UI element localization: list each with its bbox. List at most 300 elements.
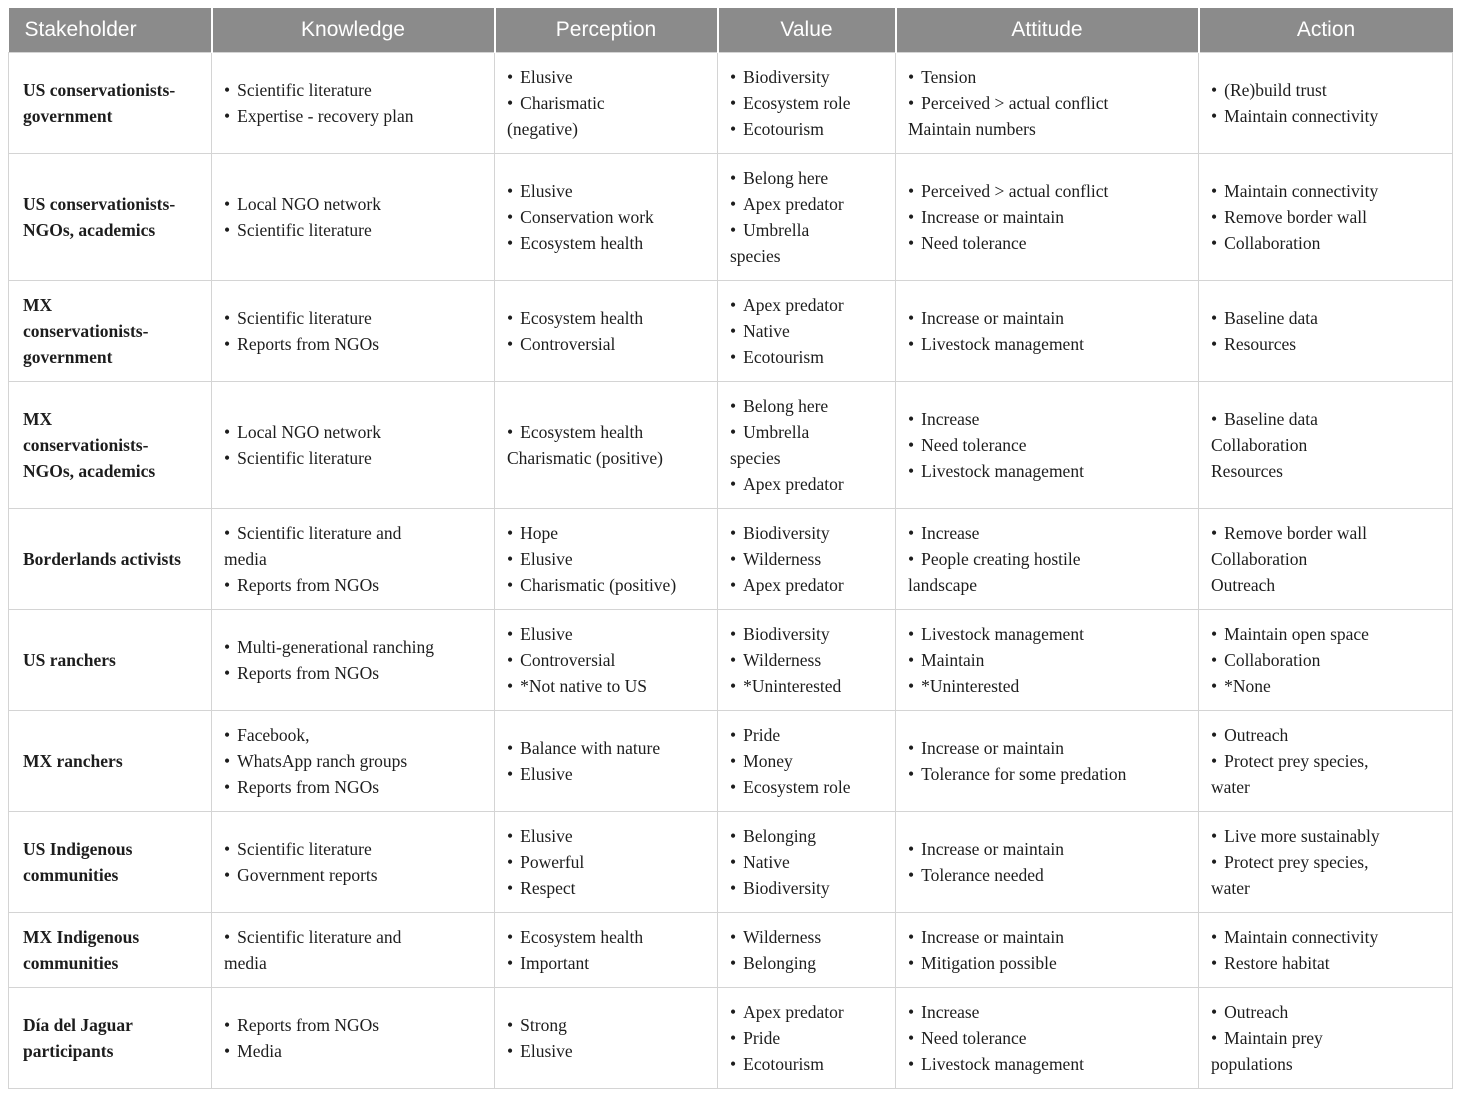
bullet-item xyxy=(224,924,482,950)
bullet-icon: • xyxy=(507,878,514,898)
knowledge-cell xyxy=(212,711,495,812)
bullet-icon: • xyxy=(730,474,737,494)
item-text: Increase xyxy=(921,409,980,429)
item-text: Belong here xyxy=(743,168,829,188)
bullet-icon: • xyxy=(730,523,737,543)
stakeholder-name xyxy=(9,610,212,711)
bullet-icon: • xyxy=(1211,826,1218,846)
item-text: Perceived > actual conflict xyxy=(921,93,1109,113)
bullet-icon: • xyxy=(507,852,514,872)
bullet-item xyxy=(224,748,482,774)
bullet-icon: • xyxy=(1211,751,1218,771)
bullet-icon: • xyxy=(908,461,915,481)
item-text: Scientific literature and xyxy=(237,523,402,543)
bullet-icon: • xyxy=(224,334,231,354)
bullet-item xyxy=(507,761,705,787)
bullet-item xyxy=(730,217,883,243)
perception-cell xyxy=(495,281,718,382)
item-text: Increase or maintain xyxy=(921,308,1064,328)
bullet-item xyxy=(507,673,705,699)
item-text: Increase xyxy=(921,1002,980,1022)
continuation-item xyxy=(1211,572,1440,598)
bullet-item xyxy=(507,1012,705,1038)
bullet-icon: • xyxy=(730,67,737,87)
knowledge-cell xyxy=(212,610,495,711)
item-text: People creating hostile xyxy=(921,549,1081,569)
bullet-item xyxy=(730,520,883,546)
bullet-icon: • xyxy=(224,220,231,240)
item-text: Pride xyxy=(743,1028,781,1048)
bullet-icon: • xyxy=(908,1002,915,1022)
item-text: Money xyxy=(743,751,793,771)
item-text: Charismatic (positive) xyxy=(520,575,677,595)
bullet-icon: • xyxy=(224,523,231,543)
table-row xyxy=(9,988,1453,1089)
attitude-cell xyxy=(896,154,1199,281)
item-text: Apex predator xyxy=(743,194,844,214)
value-cell xyxy=(718,913,896,988)
continuation-item xyxy=(1211,774,1440,800)
item-text: Scientific literature xyxy=(237,308,372,328)
bullet-item xyxy=(730,344,883,370)
item-text: Maintain xyxy=(921,650,985,670)
bullet-item xyxy=(507,305,705,331)
perception-cell xyxy=(495,913,718,988)
bullet-item xyxy=(908,520,1186,546)
value-cell xyxy=(718,281,896,382)
item-text: Biodiversity xyxy=(743,878,830,898)
item-text: Reports from NGOs xyxy=(237,1015,380,1035)
bullet-icon: • xyxy=(730,878,737,898)
item-text: Remove border wall xyxy=(1224,523,1368,543)
perception-cell xyxy=(495,988,718,1089)
bullet-icon: • xyxy=(730,168,737,188)
bullet-item xyxy=(1211,950,1440,976)
item-text: species xyxy=(730,246,781,266)
item-text: Apex predator xyxy=(743,1002,844,1022)
bullet-item xyxy=(507,1038,705,1064)
bullet-icon: • xyxy=(730,396,737,416)
table-row xyxy=(9,53,1453,154)
value-cell xyxy=(718,988,896,1089)
knowledge-cell xyxy=(212,812,495,913)
action-cell xyxy=(1199,382,1453,509)
bullet-item xyxy=(730,823,883,849)
bullet-icon: • xyxy=(1211,106,1218,126)
bullet-icon: • xyxy=(908,334,915,354)
bullet-item xyxy=(908,1025,1186,1051)
bullet-icon: • xyxy=(224,637,231,657)
table-body xyxy=(9,53,1453,1089)
value-cell xyxy=(718,509,896,610)
item-text: Maintain numbers xyxy=(908,119,1036,139)
bullet-icon: • xyxy=(730,347,737,367)
item-text: Perceived > actual conflict xyxy=(921,181,1109,201)
bullet-item xyxy=(730,191,883,217)
item-text: Powerful xyxy=(520,852,585,872)
continuation-item xyxy=(1211,432,1440,458)
bullet-item xyxy=(1211,849,1440,875)
stakeholder-name xyxy=(9,812,212,913)
perception-cell xyxy=(495,53,718,154)
continuation-item xyxy=(1211,1051,1440,1077)
bullet-icon: • xyxy=(908,676,915,696)
item-text: Maintain open space xyxy=(1224,624,1369,644)
bullet-icon: • xyxy=(730,295,737,315)
bullet-icon: • xyxy=(908,953,915,973)
item-text: Multi-generational ranching xyxy=(237,637,434,657)
bullet-icon: • xyxy=(1211,523,1218,543)
bullet-icon: • xyxy=(1211,725,1218,745)
item-text: Respect xyxy=(520,878,576,898)
bullet-icon: • xyxy=(507,181,514,201)
item-text: Baseline data xyxy=(1224,308,1318,328)
item-text: Charismatic (positive) xyxy=(507,448,664,468)
bullet-item xyxy=(730,875,883,901)
item-text: Ecotourism xyxy=(743,119,824,139)
continuation-item xyxy=(224,950,482,976)
bullet-item xyxy=(1211,77,1440,103)
bullet-item xyxy=(730,748,883,774)
bullet-item xyxy=(730,393,883,419)
bullet-icon: • xyxy=(1211,852,1218,872)
bullet-item xyxy=(1211,924,1440,950)
item-text: Protect prey species, xyxy=(1224,852,1369,872)
item-text: Maintain prey xyxy=(1224,1028,1323,1048)
item-text: Livestock management xyxy=(921,461,1084,481)
column-header-action: Action xyxy=(1199,8,1453,53)
knowledge-cell xyxy=(212,509,495,610)
item-text: Increase xyxy=(921,523,980,543)
bullet-item xyxy=(908,647,1186,673)
table-row xyxy=(9,382,1453,509)
item-text: Ecosystem health xyxy=(520,233,644,253)
stakeholder-name-line: US conservationists- xyxy=(23,194,176,214)
stakeholder-name-line: conservationists- xyxy=(23,321,149,341)
stakeholder-name-line: government xyxy=(23,347,113,367)
item-text: Belonging xyxy=(743,826,817,846)
stakeholder-name-line: communities xyxy=(23,953,119,973)
bullet-icon: • xyxy=(908,523,915,543)
attitude-cell xyxy=(896,610,1199,711)
item-text: Resources xyxy=(1211,461,1283,481)
bullet-item xyxy=(908,204,1186,230)
bullet-item xyxy=(908,178,1186,204)
stakeholder-name-line: government xyxy=(23,106,113,126)
item-text: Reports from NGOs xyxy=(237,575,380,595)
item-text: Elusive xyxy=(520,826,573,846)
item-text: Government reports xyxy=(237,865,378,885)
bullet-icon: • xyxy=(1211,233,1218,253)
perception-cell xyxy=(495,382,718,509)
action-cell xyxy=(1199,53,1453,154)
item-text: Wilderness xyxy=(743,650,822,670)
bullet-icon: • xyxy=(507,523,514,543)
item-text: Remove border wall xyxy=(1224,207,1368,227)
bullet-icon: • xyxy=(730,953,737,973)
attitude-cell xyxy=(896,711,1199,812)
item-text: Scientific literature xyxy=(237,839,372,859)
bullet-icon: • xyxy=(224,839,231,859)
bullet-icon: • xyxy=(730,650,737,670)
item-text: Biodiversity xyxy=(743,67,830,87)
item-text: Ecosystem role xyxy=(743,777,851,797)
bullet-icon: • xyxy=(507,738,514,758)
bullet-item xyxy=(507,230,705,256)
bullet-icon: • xyxy=(1211,1028,1218,1048)
bullet-item xyxy=(730,849,883,875)
item-text: Outreach xyxy=(1224,725,1289,745)
item-text: Charismatic xyxy=(520,93,605,113)
bullet-item xyxy=(908,458,1186,484)
bullet-icon: • xyxy=(507,233,514,253)
bullet-item xyxy=(730,116,883,142)
bullet-icon: • xyxy=(730,624,737,644)
bullet-item xyxy=(507,924,705,950)
bullet-item xyxy=(224,572,482,598)
bullet-icon: • xyxy=(730,852,737,872)
bullet-icon: • xyxy=(730,1002,737,1022)
bullet-icon: • xyxy=(730,93,737,113)
item-text: Protect prey species, xyxy=(1224,751,1369,771)
bullet-icon: • xyxy=(224,927,231,947)
item-text: Belonging xyxy=(743,953,817,973)
item-text: water xyxy=(1211,777,1250,797)
stakeholder-name-line: MX xyxy=(23,295,53,315)
bullet-icon: • xyxy=(1211,650,1218,670)
item-text: Facebook, xyxy=(237,725,310,745)
bullet-item xyxy=(507,572,705,598)
perception-cell xyxy=(495,509,718,610)
bullet-item xyxy=(507,823,705,849)
item-text: Collaboration xyxy=(1211,549,1308,569)
item-text: Elusive xyxy=(520,624,573,644)
bullet-icon: • xyxy=(908,435,915,455)
bullet-icon: • xyxy=(908,233,915,253)
bullet-icon: • xyxy=(730,549,737,569)
bullet-icon: • xyxy=(908,865,915,885)
bullet-item xyxy=(507,647,705,673)
item-text: Scientific literature xyxy=(237,448,372,468)
item-text: Strong xyxy=(520,1015,567,1035)
bullet-icon: • xyxy=(730,119,737,139)
item-text: Scientific literature xyxy=(237,220,372,240)
item-text: Umbrella xyxy=(743,422,810,442)
bullet-item xyxy=(730,471,883,497)
bullet-icon: • xyxy=(908,67,915,87)
action-cell xyxy=(1199,610,1453,711)
bullet-item xyxy=(1211,520,1440,546)
item-text: Maintain connectivity xyxy=(1224,106,1379,126)
bullet-icon: • xyxy=(730,220,737,240)
action-cell xyxy=(1199,154,1453,281)
item-text: Pride xyxy=(743,725,781,745)
column-header-attitude: Attitude xyxy=(896,8,1199,53)
bullet-item xyxy=(507,331,705,357)
bullet-item xyxy=(224,191,482,217)
item-text: Important xyxy=(520,953,590,973)
item-text: Ecotourism xyxy=(743,347,824,367)
bullet-item xyxy=(730,165,883,191)
action-cell xyxy=(1199,812,1453,913)
bullet-item xyxy=(224,722,482,748)
bullet-item xyxy=(224,836,482,862)
bullet-item xyxy=(1211,331,1440,357)
continuation-item xyxy=(1211,875,1440,901)
bullet-item xyxy=(507,849,705,875)
bullet-icon: • xyxy=(908,738,915,758)
bullet-item xyxy=(507,546,705,572)
bullet-item xyxy=(730,621,883,647)
bullet-icon: • xyxy=(507,93,514,113)
item-text: Native xyxy=(743,321,790,341)
bullet-item xyxy=(908,230,1186,256)
stakeholder-name-line: NGOs, academics xyxy=(23,461,156,481)
item-text: Ecotourism xyxy=(743,1054,824,1074)
bullet-icon: • xyxy=(224,575,231,595)
bullet-item xyxy=(730,64,883,90)
item-text: Collaboration xyxy=(1224,650,1321,670)
bullet-item xyxy=(730,292,883,318)
bullet-item xyxy=(1211,230,1440,256)
continuation-item xyxy=(224,546,482,572)
attitude-cell xyxy=(896,382,1199,509)
column-header-perception: Perception xyxy=(495,8,718,53)
item-text: populations xyxy=(1211,1054,1293,1074)
attitude-cell xyxy=(896,509,1199,610)
item-text: Need tolerance xyxy=(921,435,1027,455)
item-text: Outreach xyxy=(1224,1002,1289,1022)
attitude-cell xyxy=(896,913,1199,988)
column-header-stakeholder: Stakeholder xyxy=(9,8,212,53)
bullet-item xyxy=(908,406,1186,432)
knowledge-cell xyxy=(212,53,495,154)
item-text: Livestock management xyxy=(921,624,1084,644)
knowledge-cell xyxy=(212,382,495,509)
item-text: Mitigation possible xyxy=(921,953,1057,973)
table-row xyxy=(9,711,1453,812)
continuation-item xyxy=(908,572,1186,598)
item-text: Elusive xyxy=(520,549,573,569)
bullet-icon: • xyxy=(730,676,737,696)
bullet-item xyxy=(507,90,705,116)
bullet-icon: • xyxy=(224,663,231,683)
bullet-item xyxy=(1211,673,1440,699)
bullet-icon: • xyxy=(730,927,737,947)
bullet-icon: • xyxy=(1211,181,1218,201)
perception-cell xyxy=(495,610,718,711)
bullet-item xyxy=(1211,103,1440,129)
item-text: Increase or maintain xyxy=(921,839,1064,859)
bullet-icon: • xyxy=(730,321,737,341)
item-text: Scientific literature and xyxy=(237,927,402,947)
bullet-icon: • xyxy=(1211,927,1218,947)
item-text: Elusive xyxy=(520,764,573,784)
item-text: Collaboration xyxy=(1224,233,1321,253)
bullet-icon: • xyxy=(908,308,915,328)
item-text: WhatsApp ranch groups xyxy=(237,751,408,771)
bullet-icon: • xyxy=(224,106,231,126)
item-text: Ecosystem health xyxy=(520,422,644,442)
item-text: Biodiversity xyxy=(743,624,830,644)
bullet-item xyxy=(507,64,705,90)
bullet-icon: • xyxy=(224,448,231,468)
item-text: Belong here xyxy=(743,396,829,416)
bullet-icon: • xyxy=(507,334,514,354)
table-row xyxy=(9,281,1453,382)
item-text: Reports from NGOs xyxy=(237,777,380,797)
bullet-icon: • xyxy=(1211,953,1218,973)
knowledge-cell xyxy=(212,154,495,281)
bullet-icon: • xyxy=(908,409,915,429)
bullet-item xyxy=(730,546,883,572)
item-text: Live more sustainably xyxy=(1224,826,1380,846)
bullet-item xyxy=(730,1051,883,1077)
bullet-icon: • xyxy=(224,194,231,214)
column-header-value: Value xyxy=(718,8,896,53)
bullet-item xyxy=(730,774,883,800)
bullet-item xyxy=(1211,823,1440,849)
item-text: Umbrella xyxy=(743,220,810,240)
bullet-icon: • xyxy=(224,1041,231,1061)
action-cell xyxy=(1199,988,1453,1089)
bullet-item xyxy=(730,924,883,950)
item-text: Livestock management xyxy=(921,1054,1084,1074)
item-text: Elusive xyxy=(520,181,573,201)
item-text: Apex predator xyxy=(743,295,844,315)
bullet-item xyxy=(507,178,705,204)
bullet-item xyxy=(730,318,883,344)
bullet-icon: • xyxy=(507,549,514,569)
bullet-item xyxy=(1211,621,1440,647)
bullet-item xyxy=(908,1051,1186,1077)
bullet-item xyxy=(730,950,883,976)
bullet-item xyxy=(908,546,1186,572)
stakeholder-table xyxy=(8,8,1453,1089)
bullet-icon: • xyxy=(908,624,915,644)
bullet-icon: • xyxy=(730,777,737,797)
item-text: Restore habitat xyxy=(1224,953,1330,973)
continuation-item xyxy=(908,116,1186,142)
continuation-item xyxy=(507,445,705,471)
bullet-icon: • xyxy=(730,1028,737,1048)
item-text: Increase or maintain xyxy=(921,927,1064,947)
bullet-icon: • xyxy=(224,308,231,328)
bullet-item xyxy=(224,305,482,331)
bullet-item xyxy=(1211,722,1440,748)
value-cell xyxy=(718,154,896,281)
bullet-item xyxy=(908,90,1186,116)
item-text: Livestock management xyxy=(921,334,1084,354)
item-text: water xyxy=(1211,878,1250,898)
bullet-icon: • xyxy=(224,422,231,442)
bullet-icon: • xyxy=(507,67,514,87)
item-text: Outreach xyxy=(1211,575,1276,595)
bullet-icon: • xyxy=(908,650,915,670)
bullet-icon: • xyxy=(507,207,514,227)
stakeholder-name-line: US conservationists- xyxy=(23,80,176,100)
stakeholder-name-line: participants xyxy=(23,1041,114,1061)
bullet-item xyxy=(730,572,883,598)
bullet-icon: • xyxy=(224,751,231,771)
bullet-item xyxy=(507,621,705,647)
bullet-item xyxy=(1211,647,1440,673)
item-text: Resources xyxy=(1224,334,1297,354)
knowledge-cell xyxy=(212,913,495,988)
item-text: *Uninterested xyxy=(921,676,1020,696)
bullet-icon: • xyxy=(730,751,737,771)
item-text: Apex predator xyxy=(743,575,844,595)
